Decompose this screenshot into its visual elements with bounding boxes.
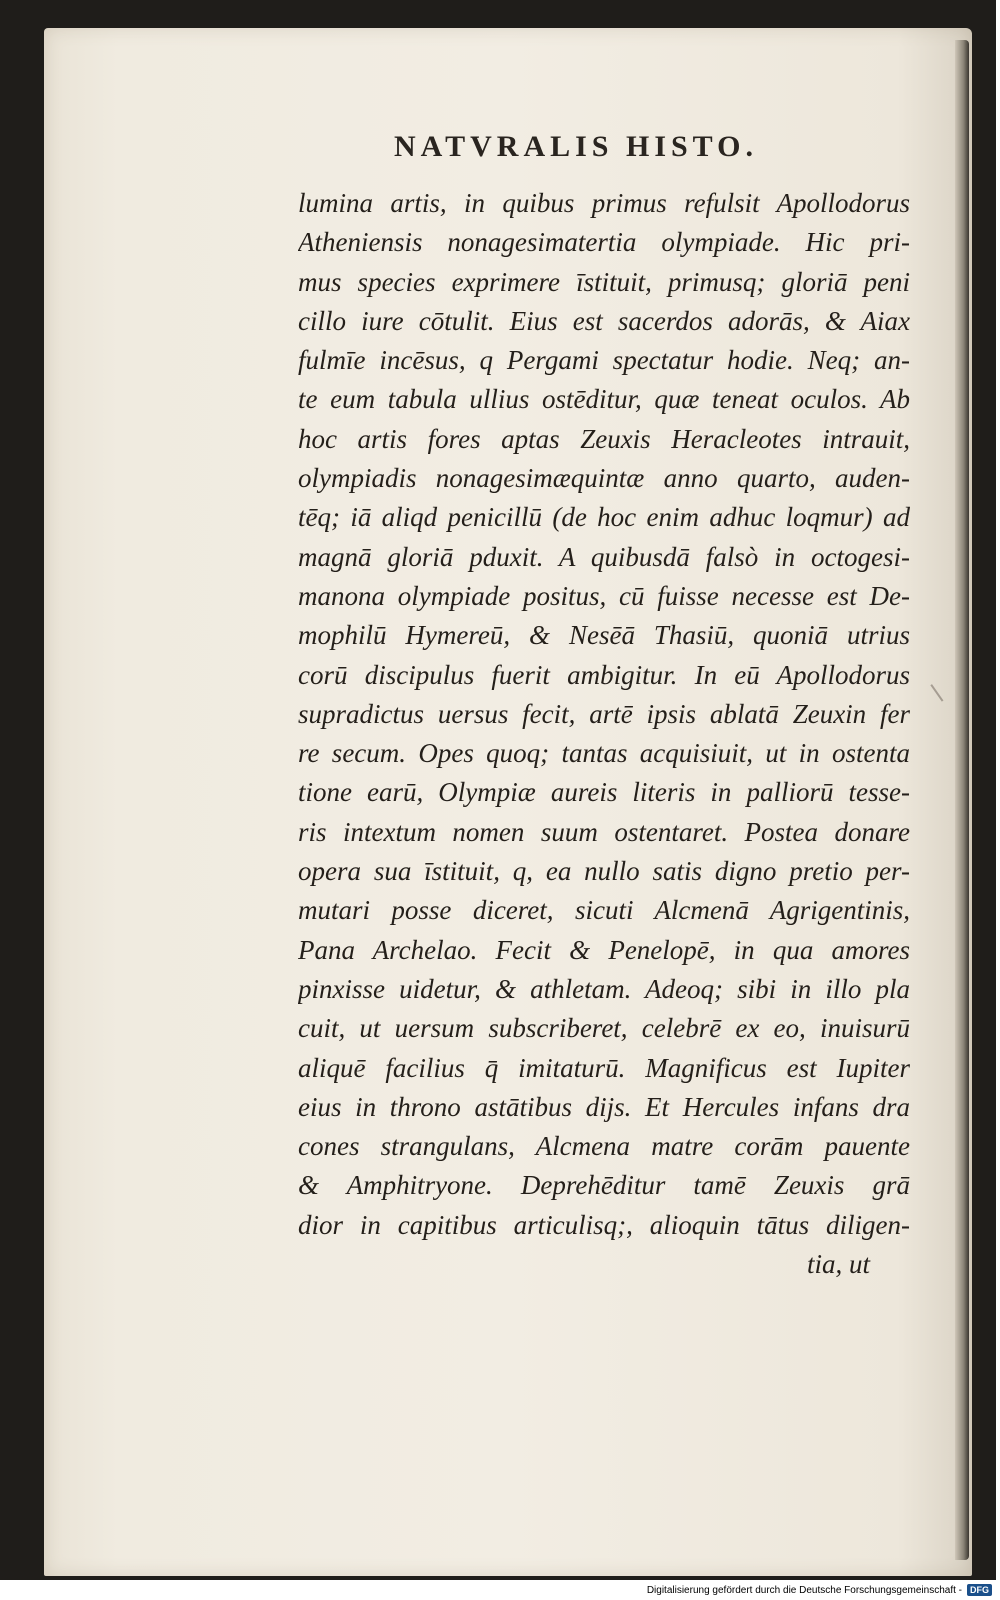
- text-line: olympiadis nonagesimæquintæ anno quarto, auden-: [298, 463, 910, 494]
- text-line: dior in capitibus articulisq;, alioquin tātus diligen-: [298, 1209, 910, 1240]
- text-line: te eum tabula ullius ostēditur, quæ teneat oculos. Ab: [298, 384, 910, 415]
- text-line: hoc artis fores aptas Zeuxis Heracleotes intrauit,: [298, 423, 910, 454]
- text-line: corū discipulus fuerit ambigitur. In eū Apollodorus: [298, 659, 910, 690]
- text-line: mus species exprimere īstituit, primusq; gloriā peni: [298, 266, 910, 297]
- text-line: mophilū Hymereū, & Nesēā Thasiū, quoniā utrius: [298, 620, 910, 651]
- running-header: NATVRALIS HISTO.: [394, 130, 758, 163]
- text-line: opera sua īstituit, q, ea nullo satis digno pretio per-: [298, 856, 910, 887]
- text-line: tione earū, Olympiæ aureis literis in palliorū tesse-: [298, 777, 910, 808]
- body-text: [298, 184, 910, 1284]
- text-line: mutari posse diceret, sicuti Alcmenā Agrigentinis,: [298, 895, 910, 926]
- text-line: fulmīe incēsus, q Pergami spectatur hodie. Neq; an-: [298, 345, 910, 376]
- text-line: eius in throno astātibus dijs. Et Hercules infans dra: [298, 1091, 910, 1122]
- text-line: supradictus uersus fecit, artē ipsis ablatā Zeuxin fer: [298, 698, 910, 729]
- text-line: cuit, ut uersum subscriberet, celebrē ex eo, inuisurū: [298, 1013, 910, 1044]
- text-line: & Amphitryone. Deprehēditur tamē Zeuxis grā: [298, 1170, 910, 1201]
- text-line: tia, ut: [806, 1249, 870, 1280]
- text-line: cillo iure cōtulit. Eius est sacerdos adorās, & Aiax: [298, 305, 910, 336]
- page-edge: [955, 40, 969, 1560]
- text-line: cones strangulans, Alcmena matre corām pauente: [298, 1131, 910, 1162]
- text-line: tēq; iā aliqd penicillū (de hoc enim adhuc loqmur) ad: [298, 502, 910, 533]
- digitization-footer: [647, 1582, 992, 1598]
- text-line: Atheniensis nonagesimatertia olympiade. Hic pri-: [298, 227, 910, 258]
- text-line: pinxisse uidetur, & athletam. Adeoq; sibi in illo pla: [298, 973, 910, 1004]
- funding-credit: Digitalisierung gefördert durch die Deutsche Forschungsgemeinschaft -: [646, 1584, 962, 1596]
- dfg-logo: DFG: [967, 1584, 992, 1596]
- text-line: re secum. Opes quoq; tantas acquisiuit, ut in ostenta: [298, 738, 910, 769]
- text-line: magnā gloriā pduxit. A quibusdā falsò in octogesi-: [298, 541, 910, 572]
- text-line: Pana Archelao. Fecit & Penelopē, in qua amores: [298, 934, 910, 965]
- text-line: ris intextum nomen suum ostentaret. Postea donare: [298, 816, 910, 847]
- text-line: manona olympiade positus, cū fuisse necesse est De-: [298, 580, 910, 611]
- text-line: aliquē facilius q̄ imitaturū. Magnificus est Iupiter: [298, 1052, 910, 1083]
- text-line: lumina artis, in quibus primus refulsit Apollodorus: [298, 188, 910, 218]
